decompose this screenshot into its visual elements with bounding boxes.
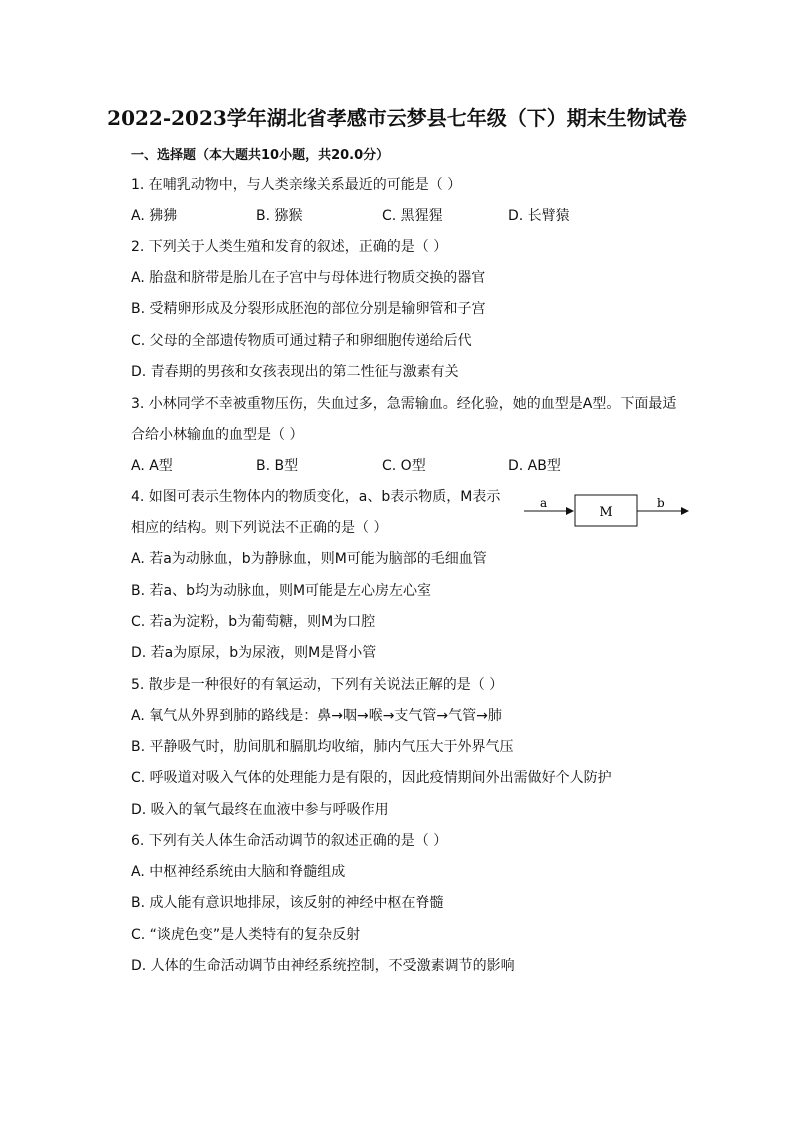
q5-option-c: C. 呼吸道对吸入气体的处理能力是有限的，因此疫情期间外出需做好个人防护 bbox=[131, 770, 612, 786]
q4-stem-line2: 相应的结构。则下列说法不正确的是（ ） bbox=[131, 520, 388, 536]
q6-option-a: A. 中枢神经系统由大脑和脊髓组成 bbox=[131, 864, 346, 880]
q3-stem-line1: 3. 小林同学不幸被重物压伤，失血过多，急需输血。经化验，她的血型是A型。下面最适 bbox=[131, 396, 677, 412]
q4-option-d: D. 若a为原尿，b为尿液，则M是肾小管 bbox=[131, 645, 377, 661]
q2-option-c: C. 父母的全部遗传物质可通过精子和卵细胞传递给后代 bbox=[131, 333, 472, 349]
q6-stem: 6. 下列有关人体生命活动调节的叙述正确的是（ ） bbox=[131, 833, 448, 849]
q4-option-b: B. 若a、b均为动脉血，则M可能是左心房左心室 bbox=[131, 583, 432, 599]
q5-option-b: B. 平静吸气时，肋间肌和膈肌均收缩，肺内气压大于外界气压 bbox=[131, 739, 514, 755]
q4-option-a: A. 若a为动脉血，b为静脉血，则M可能为脑部的毛细血管 bbox=[131, 551, 487, 567]
q1-option-d: D. 长臂猿 bbox=[508, 208, 570, 224]
label-m: M bbox=[599, 505, 613, 520]
q2-option-b: B. 受精卵形成及分裂形成胚泡的部位分别是输卵管和子宫 bbox=[131, 301, 486, 317]
label-a: a bbox=[540, 496, 548, 510]
q5-option-d: D. 吸入的氧气最终在血液中参与呼吸作用 bbox=[131, 802, 389, 818]
q3-option-c: C. O型 bbox=[382, 458, 426, 474]
q1-option-b: B. 猕猴 bbox=[256, 208, 303, 224]
section-heading: 一、选择题（本大题共10小题，共20.0分） bbox=[131, 148, 390, 163]
q3-option-d: D. AB型 bbox=[508, 458, 561, 474]
q6-option-c: C. “谈虎色变”是人类特有的复杂反射 bbox=[131, 927, 361, 943]
q3-option-b: B. B型 bbox=[256, 458, 299, 474]
q5-stem: 5. 散步是一种很好的有氧运动，下列有关说法正解的是（ ） bbox=[131, 677, 504, 693]
label-b: b bbox=[657, 496, 665, 510]
q4-stem-line1: 4. 如图可表示生物体内的物质变化，a、b表示物质，M表示 bbox=[131, 489, 501, 505]
q1-stem: 1. 在哺乳动物中，与人类亲缘关系最近的可能是（ ） bbox=[131, 177, 462, 193]
q6-option-b: B. 成人能有意识地排尿，该反射的神经中枢在脊髓 bbox=[131, 895, 444, 911]
exam-title: 2022-2023学年湖北省孝感市云梦县七年级（下）期末生物试卷 bbox=[107, 106, 687, 130]
q2-stem: 2. 下列关于人类生殖和发育的叙述，正确的是（ ） bbox=[131, 239, 448, 255]
q5-option-a: A. 氧气从外界到肺的路线是：鼻→咽→喉→支气管→气管→肺 bbox=[131, 708, 502, 724]
q3-option-a: A. A型 bbox=[131, 458, 173, 474]
q3-stem-line2: 合给小林输血的血型是（ ） bbox=[131, 427, 304, 443]
q1-option-c: C. 黑猩猩 bbox=[382, 208, 443, 224]
q1-option-a: A. 狒狒 bbox=[131, 208, 178, 224]
q4-flow-diagram bbox=[522, 490, 692, 530]
q2-option-a: A. 胎盘和脐带是胎儿在子宫中与母体进行物质交换的器官 bbox=[131, 270, 486, 286]
q6-option-d: D. 人体的生命活动调节由神经系统控制，不受激素调节的影响 bbox=[131, 958, 515, 974]
q4-option-c: C. 若a为淀粉，b为葡萄糖，则M为口腔 bbox=[131, 614, 376, 630]
q2-option-d: D. 青春期的男孩和女孩表现出的第二性征与激素有关 bbox=[131, 364, 459, 380]
